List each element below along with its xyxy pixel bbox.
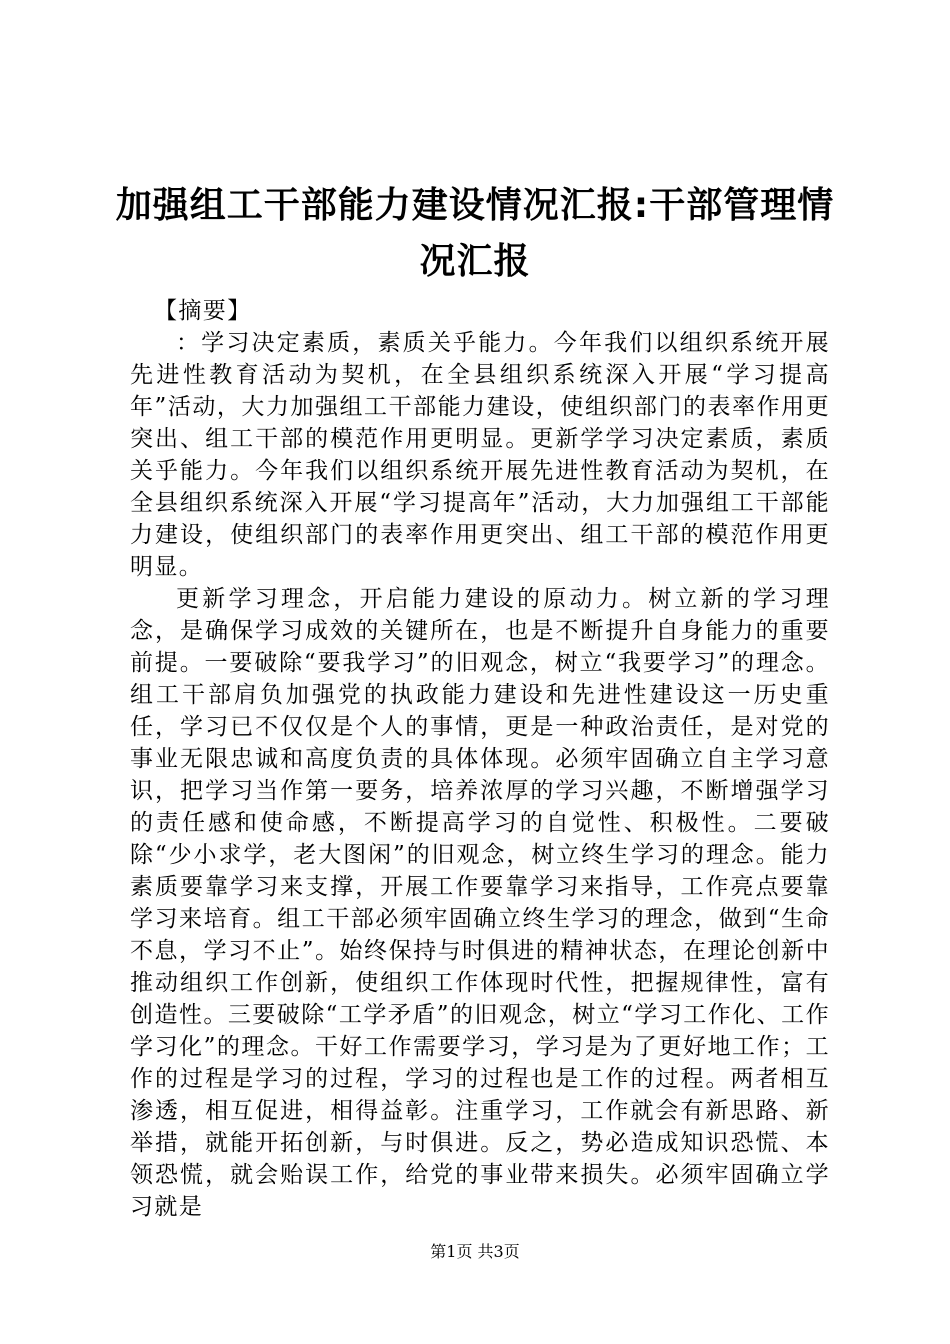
document-title	[100, 178, 850, 290]
page-number: 第1页 共3页	[430, 1242, 520, 1261]
abstract-label: 【摘要】	[154, 298, 252, 324]
body-paragraph: 更新学习理念，开启能力建设的原动力。树立新的学习理念，是确保学习成效的关键所在，也是不断提升自身能力的重要前提。一要破除“要我学习”的旧观念，树立“我要学习”的理念。组工干部肩负加强党的执政能力建设和先进性建设这一历史重任，学习已不仅仅是个人的事情，更是一种政治责任，是对党的事业无限忠诚和高度负责的具体体现。必须牢固确立自主学习意识，把学习当作第一要务，培养浓厚的学习兴趣，不断增强学习的责任感和使命感，不断提高学习的自觉性、积极性。二要破除“少小求学，老大图闲”的旧观念，树立终生学习的理念。能力素质要靠学习来支撑，开展工作要靠学习来指导，工作亮点要靠学习来培育。组工干部必须牢固确立终生学习的理念，做到“生命不息，学习不止”。始终保持与时俱进的精神状态，在理论创新中推动组织工作创新，使组织工作体现时代性，把握规律性，富有创造性。三要破除“工学矛盾”的旧观念，树立“学习工作化、工作学习化”的理念。干好工作需要学习，学习是为了更好地工作；工作的过程是学习的过程，学习的过程也是工作的过程。两者相互渗透，相互促进，相得益彰。注重学习，工作就会有新思路、新举措，就能开拓创新，与时俱进。反之，势必造成知识恐慌、本领恐慌，就会贻误工作，给党的事业带来损失。必须牢固确立学习就是	[130, 586, 830, 1220]
title-line-2: 况汇报	[419, 241, 531, 282]
title-line-1: 加强组工干部能力建设情况汇报:干部管理情	[115, 185, 835, 226]
page-footer	[0, 1240, 950, 1264]
document-body	[130, 295, 830, 1223]
abstract-paragraph: ：学习决定素质，素质关乎能力。今年我们以组织系统开展先进性教育活动为契机，在全县组织系统深入开展“学习提高年”活动，大力加强组工干部能力建设，使组织部门的表率作用更突出、组工干部的模范作用更明显。更新学学习决定素质，素质关乎能力。今年我们以组织系统开展先进性教育活动为契机，在全县组织系统深入开展“学习提高年”活动，大力加强组工干部能力建设，使组织部门的表率作用更突出、组工干部的模范作用更明显。	[130, 330, 830, 580]
